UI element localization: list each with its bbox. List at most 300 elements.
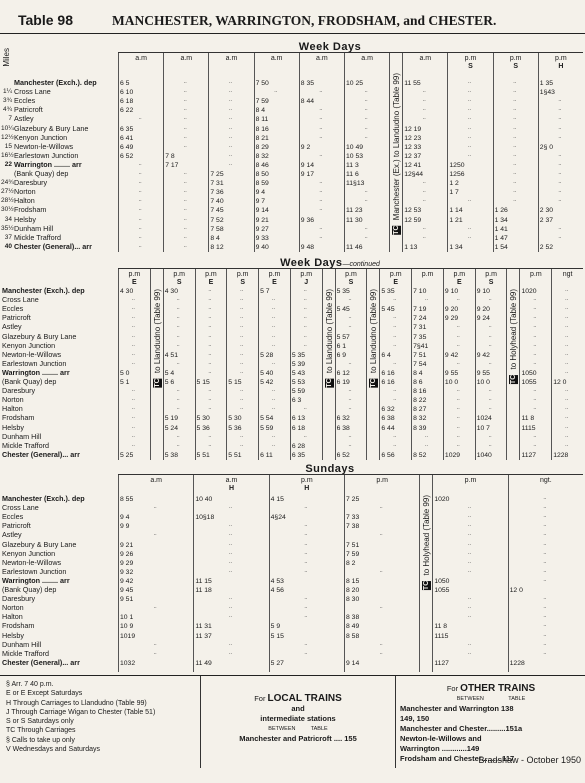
time-cell: 4§24	[270, 514, 286, 522]
time-cell: 5 19	[164, 415, 178, 423]
time-cell: 12 53	[404, 207, 422, 215]
empty-cell: ..	[393, 323, 397, 330]
time-cell: 9 14	[300, 161, 315, 169]
time-cell: 9 32	[120, 568, 134, 576]
station-mileage: 3¾	[2, 97, 12, 105]
tc-badge: TC	[393, 225, 401, 235]
empty-cell: ..	[513, 88, 517, 95]
empty-cell: ..	[543, 540, 547, 547]
tc-badge: TC	[510, 374, 518, 385]
column-header	[509, 477, 583, 485]
empty-cell: ..	[240, 405, 244, 412]
time-cell: 9 24	[476, 315, 490, 323]
time-cell: 1 54	[494, 243, 508, 251]
header-line: p.m	[300, 477, 313, 484]
empty-cell: ..	[319, 197, 323, 204]
header-line: p.m	[453, 271, 466, 278]
empty-cell: ..	[303, 314, 307, 321]
train-column	[411, 269, 443, 460]
time-cell: 8 46	[255, 161, 269, 169]
empty-cell: ..	[208, 350, 212, 357]
header-line: p.m	[389, 271, 402, 278]
station-label	[2, 521, 31, 530]
time-cell: 5 53	[291, 379, 306, 386]
time-cell: 7 31	[413, 324, 427, 332]
station-label	[2, 395, 24, 404]
time-cell: 10 49	[346, 143, 364, 151]
time-cell: 8 4	[255, 107, 266, 115]
empty-cell: ..	[393, 387, 397, 394]
time-cell: 4 15	[270, 496, 284, 503]
station-name: Earlestown Junction	[2, 566, 67, 576]
empty-cell: ..	[565, 359, 569, 366]
time-cell: 5 36	[228, 424, 242, 432]
time-cell: 9 48	[300, 243, 315, 251]
empty-cell: ..	[138, 215, 142, 222]
through-carriage-column	[150, 269, 163, 460]
empty-cell: ..	[208, 323, 212, 330]
empty-cell: ..	[228, 79, 232, 85]
empty-cell: ..	[183, 142, 187, 149]
time-cell: 1 13	[404, 243, 418, 251]
empty-cell: ..	[208, 441, 212, 448]
time-cell: 8 35	[300, 80, 315, 87]
header-line: p.m	[509, 55, 522, 62]
station-mileage: 37	[4, 233, 12, 241]
station-name: Astley	[2, 530, 22, 540]
other-row: Warrington ............149	[400, 744, 480, 753]
empty-cell: ..	[138, 233, 142, 240]
empty-cell: ..	[153, 604, 157, 611]
station-mileage: 4¾	[2, 106, 12, 114]
time-cell: 8 15	[346, 577, 360, 585]
time-cell: 1228	[509, 659, 525, 667]
time-cell: 6 10	[120, 89, 134, 97]
time-cell: 5 30	[196, 415, 210, 423]
time-cell: 8 16	[255, 125, 269, 133]
time-cell: 9 27	[255, 225, 269, 233]
empty-cell: ..	[176, 405, 180, 412]
empty-cell: ..	[467, 595, 471, 602]
empty-cell: ..	[303, 405, 307, 412]
empty-cell: ..	[183, 215, 187, 222]
time-cell: 10 9	[120, 623, 134, 631]
station-name: Chester (General)... arr	[2, 657, 80, 667]
empty-cell: ..	[467, 649, 471, 656]
station-name: Warrington ........ arr	[2, 575, 70, 585]
local-title: LOCAL TRAINS	[267, 693, 342, 704]
empty-cell: ..	[131, 296, 135, 303]
station-label	[2, 224, 53, 233]
empty-cell: ..	[364, 88, 368, 95]
empty-cell: ..	[364, 106, 368, 113]
empty-cell: ..	[393, 359, 397, 366]
time-cell: 1115	[521, 424, 536, 432]
banner-text: Sundays	[305, 463, 355, 475]
empty-cell: ..	[558, 160, 562, 167]
empty-cell: ..	[131, 332, 135, 339]
empty-cell: ..	[565, 441, 569, 448]
empty-cell: ..	[467, 151, 471, 158]
header-line: S	[348, 279, 354, 286]
header-line: E	[456, 279, 462, 286]
empty-cell: ..	[240, 305, 244, 312]
station-label	[2, 567, 66, 576]
through-carriage-column	[322, 269, 335, 460]
empty-cell: ..	[422, 88, 426, 95]
empty-cell: ..	[533, 341, 537, 348]
tc-badge: TC	[153, 378, 161, 388]
timetable-grid	[118, 474, 583, 672]
empty-cell: ..	[131, 323, 135, 330]
empty-cell: ..	[379, 604, 383, 611]
station-name: Newton-le-Willows	[2, 557, 62, 567]
empty-cell: ..	[228, 97, 232, 104]
empty-cell: ..	[176, 341, 180, 348]
empty-cell: ..	[467, 567, 471, 574]
station-label	[2, 503, 39, 512]
time-cell: 2 37	[539, 216, 554, 224]
local-between: BETWEEN	[268, 726, 296, 732]
station-label	[2, 621, 34, 630]
time-cell: 1 35	[539, 80, 554, 87]
empty-cell: ..	[271, 323, 275, 330]
empty-cell: ..	[513, 170, 517, 176]
column-header	[164, 271, 195, 287]
station-label	[2, 549, 55, 558]
time-cell: 6 19	[336, 379, 350, 386]
time-cell: 1055	[521, 379, 537, 386]
header-line: p.m	[464, 55, 477, 62]
empty-cell: ..	[208, 341, 212, 348]
timetable-grid	[118, 52, 583, 252]
empty-cell: ..	[274, 88, 278, 95]
empty-cell: ..	[304, 540, 308, 547]
station-label	[2, 242, 92, 251]
empty-cell: ..	[208, 314, 212, 321]
time-cell: 9 40	[255, 243, 269, 251]
station-mileage: 12½	[1, 133, 14, 141]
header-line: a.m	[225, 477, 238, 484]
time-cell: 9 29	[444, 315, 459, 323]
through-carriage-column	[366, 269, 379, 460]
empty-cell: ..	[303, 332, 307, 339]
empty-cell: ..	[467, 124, 471, 131]
empty-cell: ..	[138, 188, 142, 195]
empty-cell: ..	[543, 522, 547, 529]
empty-cell: ..	[228, 613, 232, 620]
time-cell: 5 38	[164, 451, 178, 459]
empty-cell: ..	[176, 441, 180, 448]
station-name: Frodsham	[2, 413, 35, 423]
empty-cell: ..	[176, 359, 180, 366]
empty-cell: ..	[153, 649, 157, 656]
empty-cell: ..	[240, 287, 244, 293]
empty-cell: ..	[271, 432, 275, 439]
empty-cell: ..	[240, 387, 244, 394]
time-cell: 10 25	[346, 80, 364, 87]
time-cell: 7 50	[255, 80, 269, 87]
empty-cell: ..	[303, 341, 307, 348]
time-cell: 1040	[476, 451, 492, 459]
timetable-header	[0, 8, 585, 34]
empty-cell: ..	[271, 314, 275, 321]
empty-cell: ..	[208, 287, 212, 293]
train-column	[432, 475, 507, 672]
train-column	[163, 53, 208, 252]
empty-cell: ..	[304, 649, 308, 656]
time-cell: 6 38	[381, 415, 395, 423]
empty-cell: ..	[543, 558, 547, 565]
empty-cell: ..	[240, 396, 244, 403]
time-cell: 11 23	[346, 207, 363, 215]
time-cell: 6 38	[336, 424, 350, 432]
empty-cell: ..	[456, 441, 460, 448]
empty-cell: ..	[208, 368, 212, 375]
empty-cell: ..	[533, 323, 537, 330]
time-cell: 8 20	[346, 587, 360, 594]
column-header	[444, 271, 475, 287]
time-cell: 6 56	[381, 451, 395, 459]
station-name: Frodsham	[14, 205, 47, 215]
empty-cell: ..	[228, 558, 232, 565]
table-number: Table 98	[18, 12, 73, 28]
train-column	[443, 269, 475, 460]
empty-cell: ..	[543, 640, 547, 647]
empty-cell: ..	[393, 441, 397, 448]
empty-cell: ..	[422, 197, 426, 204]
empty-cell: ..	[303, 323, 307, 330]
note-item: J Through Carriage Wigan to Chester (Table 51)	[6, 708, 156, 716]
banner-text: Week Days	[280, 257, 343, 269]
station-label	[2, 404, 23, 413]
time-cell: 8 49	[346, 623, 360, 631]
time-cell: 6 4	[381, 351, 391, 359]
tc-note: to Llandudno (Table 99)	[369, 289, 379, 376]
empty-cell: ..	[488, 359, 492, 366]
header-line: a.m	[135, 55, 147, 62]
tc-badge: TC	[423, 580, 431, 591]
time-cell: 10 0	[444, 379, 459, 386]
empty-cell: ..	[543, 567, 547, 574]
empty-cell: ..	[228, 142, 232, 149]
empty-cell: ..	[533, 441, 537, 448]
empty-cell: ..	[153, 531, 157, 538]
column-header	[196, 271, 227, 287]
empty-cell: ..	[176, 323, 180, 330]
empty-cell: ..	[138, 170, 142, 176]
empty-cell: ..	[131, 396, 135, 403]
time-cell: 5 4	[164, 369, 175, 377]
empty-cell: ..	[183, 133, 187, 140]
time-cell: 1250	[449, 161, 465, 169]
empty-cell: ..	[228, 124, 232, 131]
empty-cell: ..	[558, 106, 562, 113]
time-cell: 2§ 0	[539, 143, 554, 151]
empty-cell: ..	[488, 387, 492, 394]
empty-cell: ..	[565, 341, 569, 348]
empty-cell: ..	[467, 522, 471, 529]
time-cell: 12 33	[404, 143, 422, 151]
empty-cell: ..	[513, 179, 517, 186]
station-label	[2, 151, 78, 160]
station-label	[2, 368, 70, 377]
empty-cell: ..	[422, 224, 426, 231]
station-label	[2, 78, 97, 87]
empty-cell: ..	[228, 151, 232, 158]
empty-cell: ..	[422, 188, 426, 195]
time-cell: 2 30	[539, 207, 554, 215]
empty-cell: ..	[543, 622, 547, 629]
time-cell: 6 28	[291, 442, 306, 450]
station-name: Newton-le-Willows	[14, 141, 74, 151]
header-line: E	[132, 279, 137, 286]
empty-cell: ..	[467, 531, 471, 538]
time-cell: 1020	[521, 288, 537, 295]
other-row: Newton-le-Willows and	[400, 734, 482, 743]
empty-cell: ..	[533, 350, 537, 357]
time-cell: 6 49	[120, 143, 134, 151]
empty-cell: ..	[558, 115, 562, 122]
time-cell: 8 6	[413, 379, 423, 386]
empty-cell: ..	[303, 305, 307, 312]
empty-cell: ..	[208, 332, 212, 339]
empty-cell: ..	[319, 151, 323, 158]
column-header	[119, 271, 150, 287]
time-cell: 11 8	[521, 415, 535, 423]
empty-cell: ..	[558, 151, 562, 158]
time-cell: 11§13	[346, 180, 365, 188]
station-name: (Bank Quay) dep	[2, 585, 57, 594]
train-column	[475, 269, 507, 460]
empty-cell: ..	[364, 188, 368, 195]
empty-cell: ..	[176, 296, 180, 303]
empty-cell: ..	[467, 604, 471, 611]
empty-cell: ..	[304, 531, 308, 538]
time-cell: 7 25	[346, 496, 360, 503]
time-cell: 8 30	[346, 596, 360, 604]
other-row: 149, 150	[400, 714, 430, 723]
header-line: p.m	[236, 271, 249, 278]
empty-cell: ..	[422, 97, 426, 104]
column-header	[164, 55, 208, 63]
empty-cell: ..	[228, 115, 232, 122]
empty-cell: ..	[131, 359, 135, 366]
time-cell: 1 2	[449, 180, 459, 188]
empty-cell: ..	[513, 97, 517, 104]
empty-cell: ..	[131, 432, 135, 439]
time-cell: 1050	[434, 577, 450, 585]
time-cell: 6 18	[291, 424, 306, 432]
empty-cell: ..	[393, 314, 397, 321]
time-cell: 7 51	[346, 541, 360, 549]
time-cell: 5 25	[120, 451, 134, 459]
header-line: a.m	[270, 55, 283, 62]
time-cell: 5 24	[164, 424, 178, 432]
empty-cell: ..	[513, 151, 517, 158]
time-cell: 1256	[449, 171, 465, 178]
header-line: p.m	[485, 271, 497, 278]
empty-cell: ..	[348, 441, 352, 448]
empty-cell: ..	[348, 296, 352, 303]
empty-cell: ..	[319, 224, 323, 231]
column-header	[255, 55, 299, 63]
empty-cell: ..	[131, 314, 135, 321]
time-cell: 6 16	[381, 369, 395, 377]
timetable-section	[0, 462, 585, 674]
time-cell: 9 45	[120, 587, 134, 594]
empty-cell: ..	[153, 504, 157, 511]
empty-cell: ..	[422, 179, 426, 186]
header-line: a.m	[316, 55, 328, 62]
station-label	[2, 350, 61, 359]
time-cell: 5 1	[120, 379, 130, 386]
time-cell: 8 16	[413, 388, 427, 396]
empty-cell: ..	[565, 305, 569, 312]
time-cell: 7 52	[210, 216, 224, 224]
empty-cell: ..	[379, 567, 383, 574]
empty-cell: ..	[558, 197, 562, 204]
train-column	[493, 53, 538, 252]
time-cell: 9 33	[255, 234, 269, 242]
time-cell: 9 29	[120, 559, 134, 567]
empty-cell: ..	[208, 296, 212, 303]
time-cell: 8 2	[346, 559, 356, 567]
column-header	[259, 271, 290, 287]
empty-cell: ..	[565, 332, 569, 339]
train-column	[118, 475, 193, 672]
header-line: S	[513, 63, 519, 70]
station-label	[2, 313, 31, 322]
station-name: Manchester (Exch.). dep	[2, 494, 85, 503]
empty-cell: ..	[183, 179, 187, 186]
time-cell: 5 51	[196, 451, 210, 459]
header-line: H	[304, 485, 310, 492]
station-name: (Bank Quay) dep	[2, 377, 57, 386]
station-label	[2, 105, 43, 114]
banner-text: Week Days	[298, 41, 362, 53]
column-header	[119, 55, 163, 63]
train-column	[195, 269, 227, 460]
empty-cell: ..	[228, 649, 232, 656]
empty-cell: ..	[467, 79, 471, 85]
station-mileage: 16½	[1, 151, 14, 159]
credit: Bradshaw - October 1950	[478, 755, 581, 765]
station-name: Cross Lane	[2, 295, 39, 305]
station-label	[2, 286, 85, 295]
train-column	[118, 269, 150, 460]
empty-cell: ..	[513, 124, 517, 131]
column-header	[433, 477, 507, 485]
time-cell: 6 32	[336, 415, 350, 423]
empty-cell: ..	[271, 359, 275, 366]
train-column	[447, 53, 492, 252]
route-title: MANCHESTER, WARRINGTON, FRODSHAM, and CHESTER.	[112, 13, 497, 28]
empty-cell: ..	[319, 88, 323, 95]
station-name: Eccles	[2, 304, 24, 314]
station-label	[2, 187, 36, 196]
station-label	[2, 96, 35, 105]
time-cell: 12 37	[404, 152, 422, 160]
empty-cell: ..	[513, 142, 517, 149]
station-name: Earlestown Junction	[14, 150, 79, 160]
station-label	[2, 377, 56, 386]
empty-cell: ..	[558, 224, 562, 231]
time-cell: 6 52	[120, 152, 134, 160]
station-name: Mickle Trafford	[2, 440, 49, 450]
note-item: § Arr. 7 40 p.m.	[6, 681, 54, 688]
miles-label: Miles	[2, 48, 11, 67]
